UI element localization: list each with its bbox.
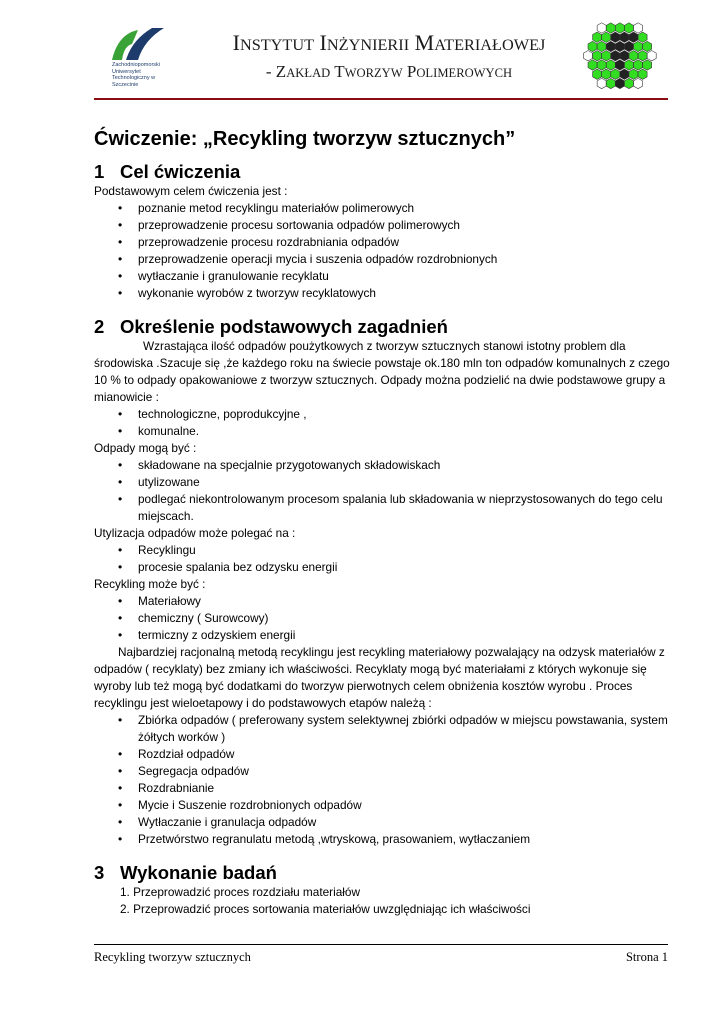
hexagon-cell bbox=[602, 51, 611, 61]
section-1-intro: Podstawowym celem ćwiczenia jest : bbox=[94, 184, 288, 198]
list-item: • termiczny z odzyskiem energii bbox=[138, 627, 674, 644]
section-3-heading: 3 Wykonanie badań bbox=[94, 862, 277, 883]
hexagon-cell bbox=[597, 23, 606, 33]
hexagon-cell bbox=[638, 32, 647, 42]
hexagon-cell bbox=[643, 41, 652, 51]
list-item: • wytłaczanie i granulowanie recyklatu bbox=[138, 268, 674, 285]
exercise-title: Ćwiczenie: „Recykling tworzyw sztucznych” bbox=[94, 128, 516, 150]
list-item: • składowane na specjalnie przygotowanych składowiskach bbox=[138, 457, 674, 474]
hexagon-cell bbox=[629, 69, 638, 79]
waste-groups-list bbox=[94, 406, 674, 440]
hexagon-cell bbox=[615, 41, 624, 51]
section-2-paragraph-1: Wzrastająca ilość odpadów poużytkowych z tworzyw sztucznych stanowi istotny problem dla środowiska .Szacuje się ,że każdego roku na świecie powstaje ok.180 mln ton odpadów komunalnych z czego 10 % to odpady opakowaniowe z tworzyw sztucznych. Odpady można podzielić na dwie podstawowe grupy a mianowicie : bbox=[94, 339, 670, 404]
hexagon-cell bbox=[624, 23, 633, 33]
utilization-list bbox=[94, 542, 674, 576]
hexagon-cell bbox=[643, 60, 652, 70]
list-item: • przeprowadzenie procesu sortowania odpadów polimerowych bbox=[138, 217, 674, 234]
hexagon-cell bbox=[620, 51, 629, 61]
section-2-paragraph-2: Najbardziej racjonalną metodą recyklingu jest recykling materiałowy pozwalający na odzysk materiałów z odpadów ( recyklaty) bez zmiany ich właściwości. Recyklaty mogą być materiałami z których wykonuje się wyroby lub też mogą być dodatkami do tworzyw pierwotnych celem obniżenia kosztów wyrobu . Proces recyklingu jest wieloetapowy i do podstawowych etapów należą : bbox=[94, 645, 665, 710]
waste-can-be-list bbox=[94, 457, 674, 525]
waste-can-be-intro: Odpady mogą być : bbox=[94, 441, 197, 455]
hexagon-cell bbox=[597, 41, 606, 51]
list-item: • Przetwórstwo regranulatu metodą ,wtryskową, prasowaniem, wytłaczaniem bbox=[138, 831, 674, 848]
recycling-types-list bbox=[94, 593, 674, 644]
hexagon-cell bbox=[602, 69, 611, 79]
footer-divider bbox=[94, 944, 668, 945]
hexagon-cell bbox=[611, 32, 620, 42]
utilization-intro: Utylizacja odpadów może polegać na : bbox=[94, 526, 296, 540]
objectives-list bbox=[94, 200, 674, 302]
hexagon-cell bbox=[638, 69, 647, 79]
list-item: • Zbiórka odpadów ( preferowany system selektywnej zbiórki odpadów w miejscu powstawania, system żółtych worków ) bbox=[138, 712, 674, 746]
section-1-heading: 1 Cel ćwiczenia bbox=[94, 161, 241, 182]
list-item: • przeprowadzenie operacji mycia i suszenia odpadów rozdrobnionych bbox=[138, 251, 674, 268]
list-item: • utylizowane bbox=[138, 474, 674, 491]
hexagon-cell bbox=[615, 78, 624, 88]
list-item: • Materiałowy bbox=[138, 593, 674, 610]
list-item: • technologiczne, poprodukcyjne , bbox=[138, 406, 674, 423]
hexagon-cell bbox=[647, 51, 656, 61]
hexagon-cell bbox=[624, 60, 633, 70]
zut-logo-icon bbox=[108, 24, 168, 64]
hexagon-cell bbox=[615, 23, 624, 33]
hexagon-cell bbox=[602, 32, 611, 42]
procedure-steps-list bbox=[94, 884, 674, 918]
section-2-heading: 2 Określenie podstawowych zagadnień bbox=[94, 316, 448, 337]
list-item: • procesie spalania bez odzysku energii bbox=[138, 559, 674, 576]
hexagon-cell bbox=[629, 51, 638, 61]
hexagon-cell bbox=[588, 60, 597, 70]
hexagon-cell bbox=[597, 78, 606, 88]
department-title: - ZAKŁAD TWORZYW POLIMEROWYCH bbox=[265, 62, 513, 81]
hexagon-cell bbox=[584, 51, 593, 61]
list-item: • Wytłaczanie i granulacja odpadów bbox=[138, 814, 674, 831]
list-item: • przeprowadzenie procesu rozdrabniania odpadów bbox=[138, 234, 674, 251]
hexagon-cell bbox=[597, 60, 606, 70]
header-divider bbox=[94, 98, 668, 100]
document-body bbox=[94, 128, 674, 918]
list-item: • Rozdrabnianie bbox=[138, 780, 674, 797]
hexagon-cell bbox=[634, 41, 643, 51]
hexagon-cell bbox=[611, 51, 620, 61]
hexagon-cell bbox=[606, 23, 615, 33]
hexagon-cell bbox=[606, 41, 615, 51]
hexagon-cell bbox=[606, 78, 615, 88]
list-item: • poznanie metod recyklingu materiałów polimerowych bbox=[138, 200, 674, 217]
hexagon-cell bbox=[620, 69, 629, 79]
hexagon-molecule-logo-icon bbox=[582, 20, 660, 100]
hexagon-cell bbox=[634, 78, 643, 88]
list-item: • Rozdział odpadów bbox=[138, 746, 674, 763]
hexagon-cell bbox=[588, 41, 597, 51]
hexagon-cell bbox=[634, 23, 643, 33]
hexagon-cell bbox=[624, 78, 633, 88]
hexagon-cell bbox=[593, 69, 602, 79]
list-item: • Segregacja odpadów bbox=[138, 763, 674, 780]
hexagon-cell bbox=[593, 32, 602, 42]
hexagon-cell bbox=[620, 32, 629, 42]
recycling-stages-list bbox=[94, 712, 674, 848]
hexagon-cell bbox=[629, 32, 638, 42]
recycling-intro: Recykling może być : bbox=[94, 577, 206, 591]
footer-document-name: Recykling tworzyw sztucznych bbox=[94, 950, 251, 964]
footer-page-number: Strona 1 bbox=[625, 950, 668, 964]
hexagon-cell bbox=[593, 51, 602, 61]
hexagon-cell bbox=[606, 60, 615, 70]
university-logo-text: Zachodniopomorski Uniwersytet Technologiczny w Szczecinie bbox=[112, 62, 160, 88]
list-item: • Mycie i Suszenie rozdrobnionych odpadów bbox=[138, 797, 674, 814]
list-item: • Recyklingu bbox=[138, 542, 674, 559]
list-item: • podlegać niekontrolowanym procesom spalania lub składowania w nieprzystosowanych do tego celu miejscach. bbox=[138, 491, 674, 525]
list-item: • wykonanie wyrobów z tworzyw recyklatowych bbox=[138, 285, 674, 302]
list-item: 1. Przeprowadzić proces rozdziału materiałów bbox=[120, 885, 360, 899]
list-item: • komunalne. bbox=[138, 423, 674, 440]
list-item: • chemiczny ( Surowcowy) bbox=[138, 610, 674, 627]
hexagon-cell bbox=[624, 41, 633, 51]
hexagon-cell bbox=[615, 60, 624, 70]
hexagon-cell bbox=[638, 51, 647, 61]
list-item: 2. Przeprowadzić proces sortowania materiałów uwzględniając ich właściwości bbox=[120, 902, 531, 916]
hexagon-cell bbox=[634, 60, 643, 70]
institute-title: INSTYTUT INŻYNIERII MATERIAŁOWEJ bbox=[232, 30, 546, 55]
hexagon-cell bbox=[611, 69, 620, 79]
